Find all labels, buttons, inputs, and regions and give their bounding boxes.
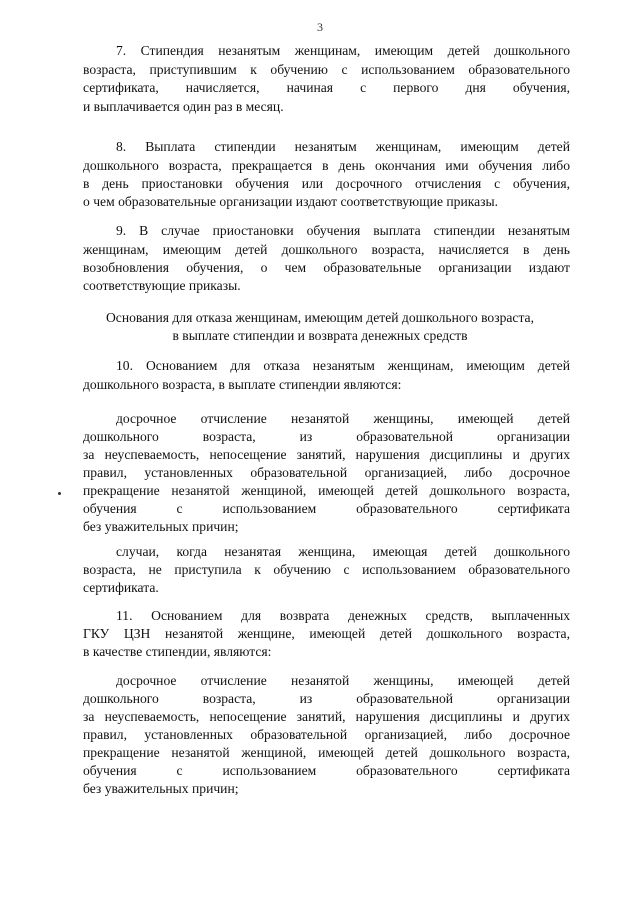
paragraph-7-line: 7. Стипендия незанятым женщинам, имеющим детей дошкольного — [116, 43, 570, 58]
item-1-line: обучения с использованием образовательного сертификата — [83, 501, 570, 516]
item-2-line: сертификата. — [83, 580, 159, 595]
paragraph-8-line: дошкольного возраста, прекращается в день окончания ими обучения либо — [83, 158, 570, 173]
paragraph-8-line: в день приостановки обучения или досрочного отчисления с обучения, — [83, 176, 570, 191]
item-3-line: досрочное отчисление незанятой женщины, имеющей детей — [116, 673, 570, 688]
item-3-line: без уважительных причин; — [83, 781, 239, 796]
item-2-line: случаи, когда незанятая женщина, имеющая детей дошкольного — [116, 544, 570, 559]
paragraph-9-line: женщинам, имеющим детей дошкольного возраста, начисляется в день — [83, 242, 570, 257]
paragraph-8-line: о чем образовательные организации издают соответствующие приказы. — [83, 194, 499, 209]
item-1-line: дошкольного возраста, из образовательной организации — [83, 429, 570, 444]
item-1-line: без уважительных причин; — [83, 519, 239, 534]
item-1-line: досрочное отчисление незанятой женщины, имеющей детей — [116, 411, 570, 426]
item-1-line: правил, установленных образовательной организацией, либо досрочное — [83, 465, 570, 480]
item-2-line: возраста, не приступила к обучению с использованием образовательного — [83, 562, 570, 577]
section-heading-line: Основания для отказа женщинам, имеющим детей дошкольного возраста, — [105, 310, 534, 325]
paragraph-10-line: 10. Основанием для отказа незанятым женщинам, имеющим детей — [116, 358, 570, 373]
paragraph-11-line: в качестве стипендии, являются: — [83, 644, 272, 659]
paragraph-11-line: 11. Основанием для возврата денежных средств, выплаченных — [116, 608, 570, 623]
item-1-line: за неуспеваемость, непосещение занятий, нарушения дисциплины и других — [83, 447, 570, 462]
paragraph-11-line: ГКУ ЦЗН незанятой женщине, имеющей детей дошкольного возраста, — [83, 626, 570, 641]
item-3-line: прекращение незанятой женщиной, имеющей детей дошкольного возраста, — [83, 745, 570, 760]
paragraph-7-line: возраста, приступившим к обучению с использованием образовательного — [83, 62, 570, 77]
paragraph-10-line: дошкольного возраста, в выплате стипендии являются: — [83, 377, 402, 392]
paragraph-7-line: и выплачивается один раз в месяц. — [83, 99, 284, 114]
section-heading-line: в выплате стипендии и возврата денежных средств — [172, 328, 468, 343]
paragraph-9-line: 9. В случае приостановки обучения выплата стипендии незанятым — [116, 223, 570, 238]
item-3-line: правил, установленных образовательной организацией, либо досрочное — [83, 727, 570, 742]
paragraph-9-line: возобновления обучения, о чем образовательные организации издают — [83, 260, 570, 275]
paragraph-8-line: 8. Выплата стипендии незанятым женщинам, имеющим детей — [116, 139, 570, 154]
item-3-line: обучения с использованием образовательного сертификата — [83, 763, 570, 778]
item-3-line: за неуспеваемость, непосещение занятий, нарушения дисциплины и других — [83, 709, 570, 724]
ink-dot — [58, 492, 61, 495]
item-3-line: дошкольного возраста, из образовательной организации — [83, 691, 570, 706]
paragraph-7-line: сертификата, начисляется, начиная с первого дня обучения, — [83, 80, 570, 95]
item-1-line: прекращение незанятой женщиной, имеющей детей дошкольного возраста, — [83, 483, 570, 498]
paragraph-9-line: соответствующие приказы. — [83, 278, 241, 293]
page-number: 3 — [317, 20, 323, 34]
